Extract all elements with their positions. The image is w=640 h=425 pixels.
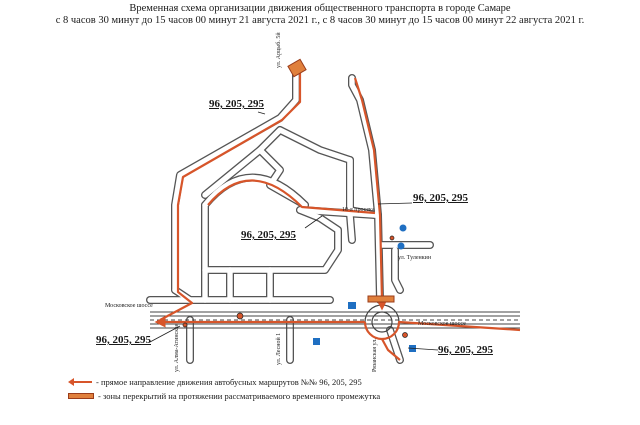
street-label: ул. Туленкин (398, 255, 432, 261)
closure-zone-north (288, 59, 306, 76)
bus-stop-marker (183, 323, 187, 327)
route-label: 96, 205, 295 (209, 98, 264, 110)
road-network (150, 68, 520, 360)
bus-stop-marker (403, 333, 408, 338)
sign-icon (400, 225, 407, 232)
sign-icon (348, 302, 356, 309)
closure-zone-south (368, 296, 394, 302)
route-label: 96, 205, 295 (438, 344, 493, 356)
legend-route-text: - прямое направление движения автобусных маршрутов №№ 96, 205, 295 (96, 377, 362, 387)
bus-stop-marker (237, 313, 243, 319)
street-label: ул. Арцыб. 5й (276, 32, 282, 68)
street-label: Московское шоссе (105, 303, 153, 309)
legend-route (68, 377, 362, 387)
map-period: с 8 часов 30 минут до 15 часов 00 минут 21 августа 2021 г., с 8 часов 30 минут до 15 часов 00 минут 22 августа 2021 г. (55, 15, 585, 26)
sign-icon (313, 338, 320, 345)
route-label: 96, 205, 295 (96, 334, 151, 346)
street-label: Московское шоссе (418, 321, 466, 327)
map-title: Временная схема организации движения общественного транспорта в городе Самаре (129, 3, 511, 14)
street-label: Рязанская ул. (372, 338, 378, 372)
legend-closure-text: - зоны перекрытий на протяжении рассматриваемого временного промежутка (98, 391, 381, 401)
street-label: 10-я просека (342, 207, 375, 213)
street-label: ул. Алма-Атинская (174, 323, 180, 372)
sign-icon (398, 243, 405, 250)
closure-swatch-icon (68, 393, 94, 399)
route-label: 96, 205, 295 (241, 229, 296, 241)
street-label: ул. Лесной 1 (276, 332, 282, 365)
route-arrow-icon (68, 378, 92, 386)
route-label: 96, 205, 295 (413, 192, 468, 204)
legend-closure (68, 391, 380, 401)
bus-stop-marker (390, 236, 394, 240)
